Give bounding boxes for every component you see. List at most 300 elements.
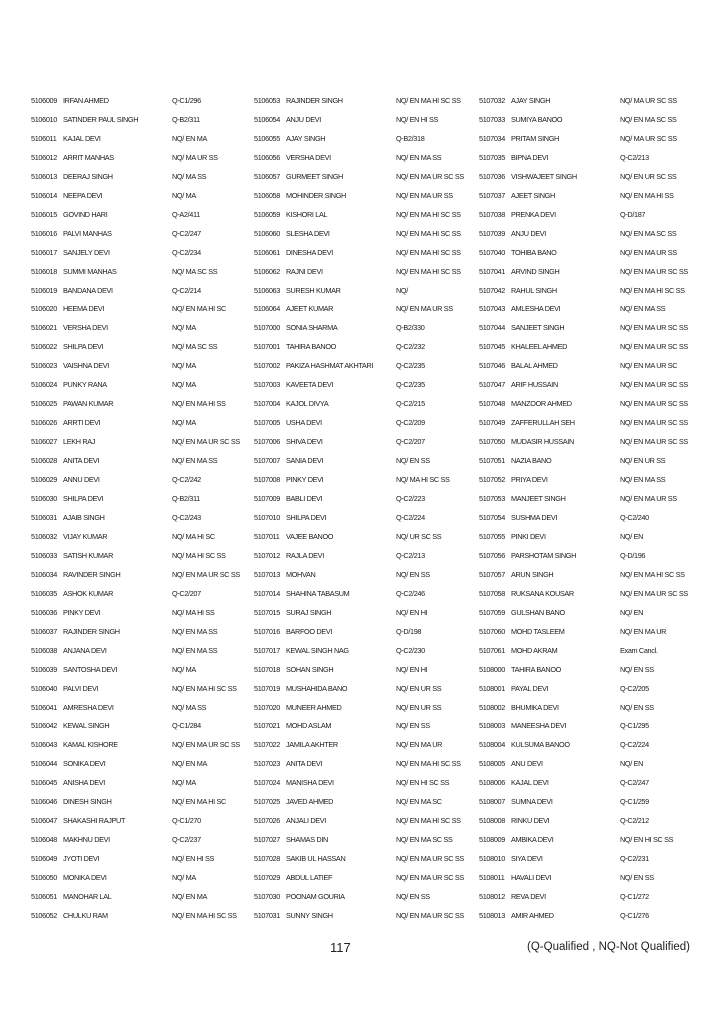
candidate-name: RUKSANA KOUSAR <box>511 588 574 598</box>
result-status: NQ/ EN <box>620 607 644 617</box>
result-status: NQ/ EN MA HI SC SS <box>620 569 685 579</box>
roll-number: 5108006 <box>479 778 505 788</box>
result-status: Q-D/198 <box>396 626 422 636</box>
roll-number: 5107005 <box>254 418 280 428</box>
candidate-name: AJAY SINGH <box>286 133 326 143</box>
candidate-name: PINKY DEVI <box>286 475 324 485</box>
roll-number: 5106010 <box>31 114 57 124</box>
roll-number: 5108012 <box>479 892 505 902</box>
result-status: Q-C2/243 <box>172 512 201 522</box>
result-status: NQ/ EN MA UR SC SS <box>396 854 464 864</box>
result-status: Q-C2/214 <box>172 285 201 295</box>
roll-number: 5106052 <box>31 910 57 920</box>
result-status: Q-C1/276 <box>620 910 649 920</box>
roll-number: 5106040 <box>31 683 57 693</box>
candidate-name: ANU DEVI <box>511 759 543 769</box>
result-status: NQ/ EN MA HI SC SS <box>396 228 461 238</box>
candidate-name: RAJNI DEVI <box>286 266 323 276</box>
candidate-name: TOHIBA BANO <box>511 247 557 257</box>
candidate-name: POONAM GOURIA <box>286 892 345 902</box>
result-status: NQ/ EN SS <box>396 721 430 731</box>
candidate-name: ABDUL LATIEF <box>286 873 333 883</box>
candidate-name: DINESH SINGH <box>63 797 112 807</box>
roll-number: 5107019 <box>254 683 280 693</box>
roll-number: 5107034 <box>479 133 505 143</box>
candidate-name: SUMNA DEVI <box>511 797 553 807</box>
result-status: NQ/ EN <box>620 531 644 541</box>
roll-number: 5107026 <box>254 816 280 826</box>
candidate-name: SONIKA DEVI <box>63 759 106 769</box>
result-status: NQ/ EN MA <box>172 892 207 902</box>
result-status: NQ/ EN MA SS <box>396 152 442 162</box>
roll-number: 5106022 <box>31 342 57 352</box>
candidate-name: SHILPA DEVI <box>286 512 327 522</box>
roll-number: 5106015 <box>31 209 57 219</box>
result-status: NQ/ EN HI SC SS <box>620 835 674 845</box>
result-status: Q-C2/247 <box>620 778 649 788</box>
roll-number: 5107052 <box>479 475 505 485</box>
result-status: NQ/ EN MA UR SC SS <box>396 171 464 181</box>
roll-number: 5106011 <box>31 133 57 143</box>
candidate-name: KHALEEL AHMED <box>511 342 568 352</box>
roll-number: 5108008 <box>479 816 505 826</box>
candidate-name: ANITA DEVI <box>286 759 323 769</box>
candidate-name: VERSHA DEVI <box>63 323 108 333</box>
result-status: Q-C1/284 <box>172 721 201 731</box>
result-status: NQ/ MA SS <box>172 171 207 181</box>
candidate-name: ZAFFERULLAH SEH <box>511 418 575 428</box>
candidate-name: KAVEETA DEVI <box>286 380 334 390</box>
roll-number: 5107039 <box>479 228 505 238</box>
result-status: Q-C2/223 <box>396 494 425 504</box>
result-status: NQ/ EN MA SC SS <box>620 228 677 238</box>
result-status: NQ/ EN MA SS <box>620 304 666 314</box>
result-status: NQ/ EN SS <box>396 892 430 902</box>
candidate-name: ARIF HUSSAIN <box>511 380 558 390</box>
roll-number: 5107047 <box>479 380 505 390</box>
candidate-name: PRIYA DEVI <box>511 475 548 485</box>
roll-number: 5107022 <box>254 740 280 750</box>
roll-number: 5106038 <box>31 645 57 655</box>
roll-number: 5107008 <box>254 475 280 485</box>
candidate-name: KAJAL DEVI <box>63 133 101 143</box>
roll-number: 5106023 <box>31 361 57 371</box>
candidate-name: PRITAM SINGH <box>511 133 559 143</box>
roll-number: 5107013 <box>254 569 280 579</box>
result-status: NQ/ EN MA UR SC SS <box>172 437 240 447</box>
result-status: NQ/ MA UR SC SS <box>620 96 677 105</box>
result-status: NQ/ EN UR SS <box>620 456 666 466</box>
roll-number: 5107037 <box>479 190 505 200</box>
result-status: NQ/ EN HI <box>396 607 428 617</box>
roll-number: 5106054 <box>254 114 280 124</box>
roll-number: 5106050 <box>31 873 57 883</box>
roll-number: 5107059 <box>479 607 505 617</box>
result-status: NQ/ EN MA HI SC SS <box>396 266 461 276</box>
candidate-name: CHULKU RAM <box>63 910 108 920</box>
roll-number: 5107033 <box>479 114 505 124</box>
roll-number: 5107053 <box>479 494 505 504</box>
candidate-name: VISHWAJEET SINGH <box>511 171 577 181</box>
result-status: Q-C2/231 <box>620 854 649 864</box>
roll-number: 5108000 <box>479 664 505 674</box>
result-status: Q-C1/270 <box>172 816 201 826</box>
candidate-name: SATISH KUMAR <box>63 550 113 560</box>
candidate-name: LEKH RAJ <box>63 437 96 447</box>
result-status: NQ/ EN MA UR SC SS <box>620 437 688 447</box>
candidate-name: SHILPA DEVI <box>63 494 104 504</box>
result-status: NQ/ EN SS <box>620 664 654 674</box>
result-status: NQ/ EN MA HI SS <box>172 399 226 409</box>
page-number: 117 <box>330 940 351 955</box>
result-status: Q-C2/209 <box>396 418 425 428</box>
result-status: Q-C2/235 <box>396 361 425 371</box>
roll-number: 5106016 <box>31 228 57 238</box>
roll-number: 5107040 <box>479 247 505 257</box>
roll-number: 5108013 <box>479 910 505 920</box>
candidate-name: HEEMA DEVI <box>63 304 105 314</box>
result-status: Q-C2/234 <box>172 247 201 257</box>
roll-number: 5107027 <box>254 835 280 845</box>
roll-number: 5107049 <box>479 418 505 428</box>
result-status: NQ/ EN MA UR SC <box>620 361 678 371</box>
candidate-name: MANOHAR LAL <box>63 892 112 902</box>
roll-number: 5106032 <box>31 531 57 541</box>
result-status: NQ/ EN MA UR SC SS <box>620 588 688 598</box>
roll-number: 5106064 <box>254 304 280 314</box>
result-status: NQ/ MA <box>172 873 196 883</box>
roll-number: 5106027 <box>31 437 57 447</box>
results-list <box>31 92 711 922</box>
candidate-name: PINKI DEVI <box>511 531 546 541</box>
result-status: NQ/ EN MA HI SC <box>172 797 226 807</box>
roll-number: 5107001 <box>254 342 280 352</box>
result-status: NQ/ EN MA HI SC SS <box>172 910 237 920</box>
candidate-name: MOHD TASLEEM <box>511 626 565 636</box>
candidate-name: REVA DEVI <box>511 892 546 902</box>
result-status: Q-C2/207 <box>172 588 201 598</box>
roll-number: 5107029 <box>254 873 280 883</box>
result-status: NQ/ MA <box>172 418 196 428</box>
result-status: NQ/ EN MA HI SC SS <box>396 759 461 769</box>
roll-number: 5108004 <box>479 740 505 750</box>
candidate-name: RINKU DEVI <box>511 816 550 826</box>
roll-number: 5108001 <box>479 683 505 693</box>
roll-number: 5106020 <box>31 304 57 314</box>
result-status: NQ/ MA <box>172 323 196 333</box>
candidate-name: PALVI MANHAS <box>63 228 112 238</box>
candidate-name: SANJEET SINGH <box>511 323 565 333</box>
roll-number: 5107046 <box>479 361 505 371</box>
roll-number: 5107044 <box>479 323 505 333</box>
candidate-name: MOHD AKRAM <box>511 645 558 655</box>
candidate-name: RAJINDER SINGH <box>63 626 120 636</box>
result-status: NQ/ EN MA UR SC SS <box>396 910 464 920</box>
candidate-name: SHILPA DEVI <box>63 342 104 352</box>
result-status: NQ/ MA SS <box>172 702 207 712</box>
result-status: Q-C2/213 <box>396 550 425 560</box>
result-status: NQ/ EN MA UR SS <box>620 247 677 257</box>
candidate-name: MANISHA DEVI <box>286 778 334 788</box>
result-status: NQ/ EN MA UR SC SS <box>620 399 688 409</box>
roll-number: 5106044 <box>31 759 57 769</box>
roll-number: 5106055 <box>254 133 280 143</box>
candidate-name: GURMEET SINGH <box>286 171 343 181</box>
candidate-name: NAZIA BANO <box>511 456 552 466</box>
candidate-name: ANJANA DEVI <box>63 645 107 655</box>
roll-number: 5106031 <box>31 512 57 522</box>
result-status: NQ/ EN MA SC <box>396 797 442 807</box>
result-status: Q-C2/230 <box>396 645 425 655</box>
roll-number: 5106024 <box>31 380 57 390</box>
result-status: Q-C2/215 <box>396 399 425 409</box>
roll-number: 5107035 <box>479 152 505 162</box>
result-status: Q-C2/237 <box>172 835 201 845</box>
candidate-name: AMRESHA DEVI <box>63 702 114 712</box>
result-status: NQ/ EN MA UR <box>396 740 443 750</box>
candidate-name: ARUN SINGH <box>511 569 554 579</box>
result-status: Q-B2/318 <box>396 133 425 143</box>
candidate-name: ASHOK KUMAR <box>63 588 114 598</box>
roll-number: 5106060 <box>254 228 280 238</box>
roll-number: 5107018 <box>254 664 280 674</box>
roll-number: 5106012 <box>31 152 57 162</box>
candidate-name: GULSHAN BANO <box>511 607 565 617</box>
result-status: NQ/ EN MA UR SS <box>396 190 453 200</box>
candidate-name: PRENKA DEVI <box>511 209 556 219</box>
candidate-name: RAHUL SINGH <box>511 285 557 295</box>
candidate-name: AMIR AHMED <box>511 910 554 920</box>
roll-number: 5106017 <box>31 247 57 257</box>
result-status: NQ/ EN HI SS <box>396 114 439 124</box>
candidate-name: SAKIB UL HASSAN <box>286 854 346 864</box>
result-status: NQ/ EN MA HI SC <box>172 304 226 314</box>
result-status: NQ/ EN MA SS <box>172 626 218 636</box>
candidate-name: BIPNA DEVI <box>511 152 549 162</box>
candidate-name: ANISHA DEVI <box>63 778 105 788</box>
result-status: NQ/ MA <box>172 361 196 371</box>
candidate-name: SHAMAS DIN <box>286 835 328 845</box>
roll-number: 5106057 <box>254 171 280 181</box>
result-status: NQ/ EN SS <box>396 569 430 579</box>
roll-number: 5106046 <box>31 797 57 807</box>
candidate-name: KAJAL DEVI <box>511 778 549 788</box>
roll-number: 5107009 <box>254 494 280 504</box>
result-status: Q-C2/247 <box>172 228 201 238</box>
roll-number: 5106041 <box>31 702 57 712</box>
candidate-name: PAKIZA HASHMAT AKHTARI <box>286 361 374 371</box>
roll-number: 5108007 <box>479 797 505 807</box>
candidate-name: BALAL AHMED <box>511 361 558 371</box>
result-status: NQ/ EN MA HI SC SS <box>172 683 237 693</box>
roll-number: 5107061 <box>479 645 505 655</box>
candidate-name: PAYAL DEVI <box>511 683 549 693</box>
result-status: Q-C2/224 <box>620 740 649 750</box>
result-status: Q-C2/232 <box>396 342 425 352</box>
result-status: NQ/ EN MA HI SC SS <box>620 285 685 295</box>
candidate-name: MUNEER AHMED <box>286 702 342 712</box>
candidate-name: SHAHINA TABASUM <box>286 588 350 598</box>
result-status: Q-A2/411 <box>172 209 200 219</box>
roll-number: 5106053 <box>254 96 280 105</box>
result-status: Q-C2/235 <box>396 380 425 390</box>
candidate-name: MAKHNU DEVI <box>63 835 110 845</box>
roll-number: 5107030 <box>254 892 280 902</box>
candidate-name: MOHINDER SINGH <box>286 190 346 200</box>
candidate-name: SATINDER PAUL SINGH <box>63 114 139 124</box>
candidate-name: DINESHA DEVI <box>286 247 333 257</box>
candidate-name: SUMMI MANHAS <box>63 266 117 276</box>
roll-number: 5108009 <box>479 835 505 845</box>
roll-number: 5107043 <box>479 304 505 314</box>
result-status: NQ/ EN MA HI SS <box>620 190 674 200</box>
roll-number: 5106043 <box>31 740 57 750</box>
candidate-name: ARRTI DEVI <box>63 418 101 428</box>
result-status: NQ/ UR SC SS <box>396 531 442 541</box>
roll-number: 5106025 <box>31 399 57 409</box>
result-status: NQ/ EN MA UR SS <box>396 304 453 314</box>
roll-number: 5106028 <box>31 456 57 466</box>
result-status: NQ/ MA <box>172 778 196 788</box>
result-status: NQ/ EN MA HI SC SS <box>396 816 461 826</box>
candidate-name: AJAY SINGH <box>511 96 551 105</box>
roll-number: 5108003 <box>479 721 505 731</box>
roll-number: 5106035 <box>31 588 57 598</box>
candidate-name: PAWAN KUMAR <box>63 399 114 409</box>
result-status: NQ/ MA HI SC SS <box>396 475 450 485</box>
result-status: NQ/ MA <box>172 380 196 390</box>
candidate-name: MUSHAHIDA BANO <box>286 683 348 693</box>
candidate-name: TAHIRA BANOO <box>511 664 561 674</box>
roll-number: 5107057 <box>479 569 505 579</box>
result-status: Q-C2/246 <box>396 588 425 598</box>
roll-number: 5107055 <box>479 531 505 541</box>
roll-number: 5106009 <box>31 96 57 105</box>
result-status: NQ/ EN HI SS <box>172 854 215 864</box>
result-status: NQ/ MA <box>172 664 196 674</box>
result-status: NQ/ EN SS <box>620 702 654 712</box>
candidate-name: MUDASIR HUSSAIN <box>511 437 574 447</box>
result-status: Q-C1/259 <box>620 797 649 807</box>
roll-number: 5107012 <box>254 550 280 560</box>
candidate-name: PINKY DEVI <box>63 607 101 617</box>
result-status: Q-D/187 <box>620 209 646 219</box>
candidate-name: HAVALI DEVI <box>511 873 552 883</box>
candidate-name: BABLI DEVI <box>286 494 323 504</box>
result-status: NQ/ EN MA HI SC SS <box>396 209 461 219</box>
result-status: Q-C2/242 <box>172 475 201 485</box>
candidate-name: IRFAN AHMED <box>63 96 109 105</box>
roll-number: 5107032 <box>479 96 505 105</box>
candidate-name: PUNKY RANA <box>63 380 107 390</box>
roll-number: 5106026 <box>31 418 57 428</box>
candidate-name: AJEET KUMAR <box>286 304 334 314</box>
candidate-name: SOHAN SINGH <box>286 664 334 674</box>
candidate-name: KISHORI LAL <box>286 209 328 219</box>
candidate-name: SUSHMA DEVI <box>511 512 558 522</box>
roll-number: 5107051 <box>479 456 505 466</box>
candidate-name: SANIA DEVI <box>286 456 324 466</box>
result-status: NQ/ EN SS <box>396 456 430 466</box>
result-status: Q-C2/213 <box>620 152 649 162</box>
candidate-name: SURAJ SINGH <box>286 607 332 617</box>
result-status: Q-B2/311 <box>172 494 200 504</box>
roll-number: 5107000 <box>254 323 280 333</box>
result-status: Q-C1/296 <box>172 96 201 105</box>
roll-number: 5107007 <box>254 456 280 466</box>
candidate-name: RAVINDER SINGH <box>63 569 121 579</box>
result-status: NQ/ EN MA UR SC SS <box>620 342 688 352</box>
candidate-name: USHA DEVI <box>286 418 322 428</box>
candidate-name: SURESH KUMAR <box>286 285 341 295</box>
roll-number: 5106013 <box>31 171 57 181</box>
roll-number: 5107058 <box>479 588 505 598</box>
result-status: Q-D/196 <box>620 550 646 560</box>
roll-number: 5107015 <box>254 607 280 617</box>
result-status: NQ/ EN HI <box>396 664 428 674</box>
roll-number: 5107023 <box>254 759 280 769</box>
result-status: NQ/ EN MA UR SC SS <box>620 418 688 428</box>
result-status: Q-B2/330 <box>396 323 425 333</box>
result-status: NQ/ EN MA SC SS <box>620 114 677 124</box>
result-status: NQ/ EN MA UR SC SS <box>172 740 240 750</box>
roll-number: 5107016 <box>254 626 280 636</box>
roll-number: 5106037 <box>31 626 57 636</box>
result-status: Q-B2/311 <box>172 114 200 124</box>
legend-text: (Q-Qualified , NQ-Not Qualified) <box>527 941 690 953</box>
result-status: NQ/ MA HI SC <box>172 531 215 541</box>
roll-number: 5107017 <box>254 645 280 655</box>
result-status: NQ/ EN HI SC SS <box>396 778 450 788</box>
roll-number: 5106021 <box>31 323 57 333</box>
candidate-name: ANNU DEVI <box>63 475 100 485</box>
roll-number: 5107003 <box>254 380 280 390</box>
candidate-name: SANJELY DEVI <box>63 247 110 257</box>
roll-number: 5107020 <box>254 702 280 712</box>
result-status: NQ/ EN MA UR SC SS <box>620 323 688 333</box>
roll-number: 5107038 <box>479 209 505 219</box>
candidate-name: BHUMIKA DEVI <box>511 702 559 712</box>
roll-number: 5107048 <box>479 399 505 409</box>
candidate-name: VAISHNA DEVI <box>63 361 109 371</box>
roll-number: 5106034 <box>31 569 57 579</box>
result-status: NQ/ MA UR SC SS <box>620 133 677 143</box>
roll-number: 5107028 <box>254 854 280 864</box>
result-status: Q-C2/240 <box>620 512 649 522</box>
candidate-name: VERSHA DEVI <box>286 152 331 162</box>
result-status: NQ/ MA HI SS <box>172 607 215 617</box>
result-status: NQ/ MA <box>172 190 196 200</box>
result-status: NQ/ EN <box>620 759 644 769</box>
candidate-name: ARRIT MANHAS <box>63 152 114 162</box>
roll-number: 5106061 <box>254 247 280 257</box>
roll-number: 5108010 <box>479 854 505 864</box>
roll-number: 5106042 <box>31 721 57 731</box>
result-status: NQ/ EN UR SS <box>396 683 442 693</box>
roll-number: 5106030 <box>31 494 57 504</box>
roll-number: 5106019 <box>31 285 57 295</box>
candidate-name: JAMILA AKHTER <box>286 740 338 750</box>
candidate-name: SHAKASHI RAJPUT <box>63 816 126 826</box>
result-status: NQ/ MA SC SS <box>172 266 218 276</box>
candidate-name: KULSUMA BANOO <box>511 740 570 750</box>
candidate-name: MOHD ASLAM <box>286 721 332 731</box>
result-status: NQ/ <box>396 285 408 295</box>
candidate-name: PARSHOTAM SINGH <box>511 550 577 560</box>
result-status: NQ/ EN UR SC SS <box>620 171 677 181</box>
result-status: NQ/ EN UR SS <box>396 702 442 712</box>
candidate-name: ANJU DEVI <box>286 114 321 124</box>
